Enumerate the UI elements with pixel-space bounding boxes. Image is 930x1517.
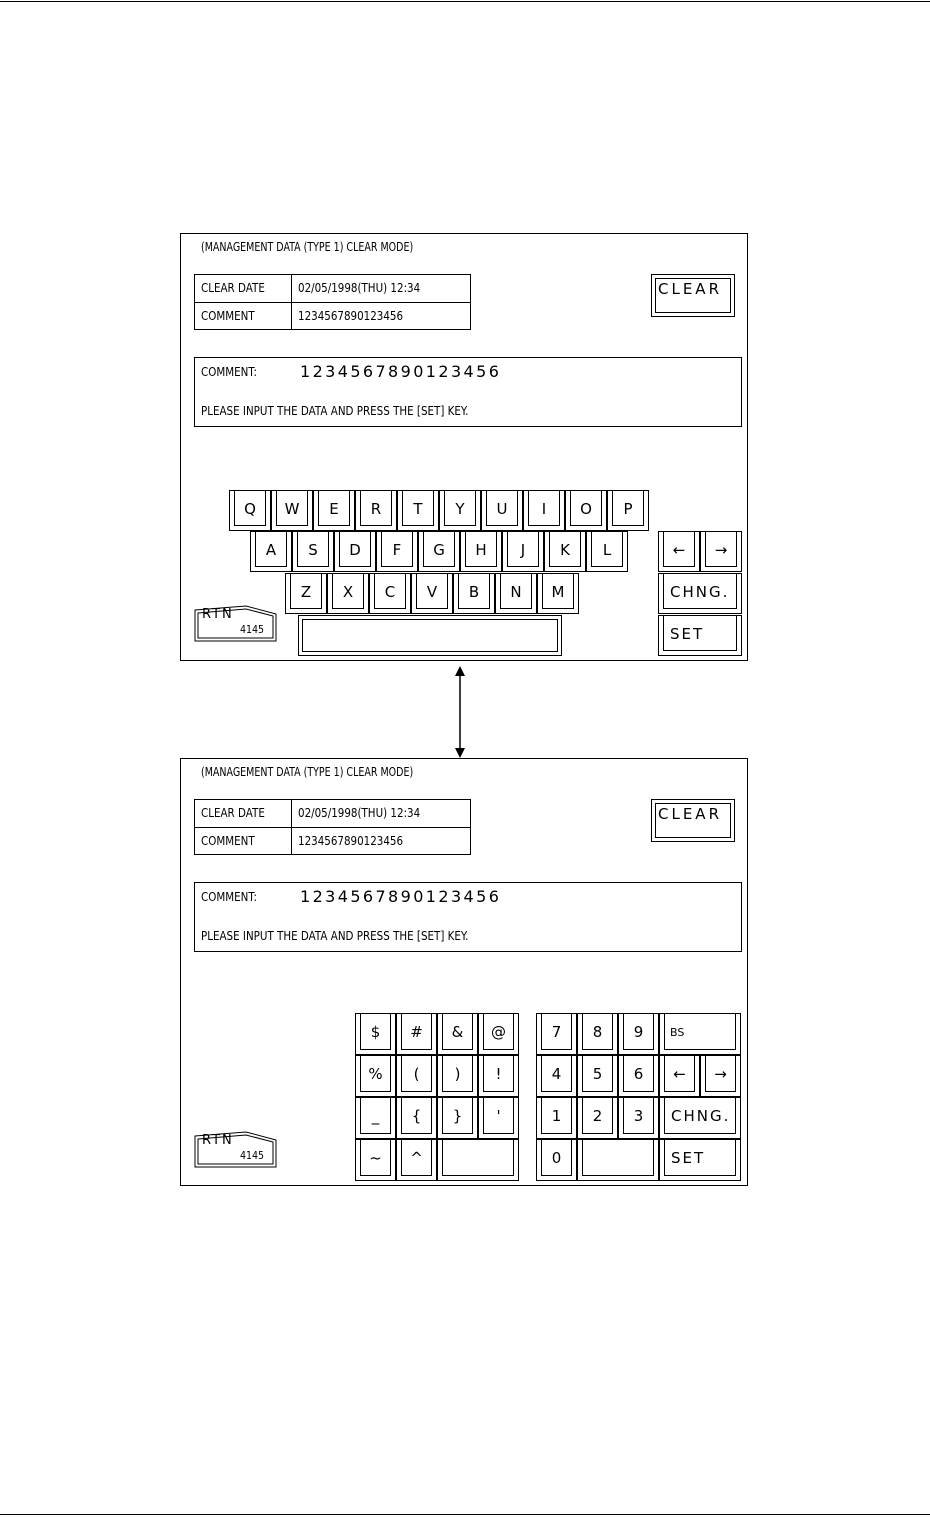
message-prompt: PLEASE INPUT THE DATA AND PRESS THE [SET] KEY. bbox=[201, 404, 469, 418]
digit-key-4[interactable] bbox=[536, 1055, 577, 1097]
key-r[interactable] bbox=[355, 490, 397, 531]
key-b[interactable] bbox=[453, 573, 495, 614]
right-arrow-key[interactable] bbox=[700, 1055, 741, 1097]
digit-key-3[interactable] bbox=[618, 1097, 659, 1139]
blank-digit-key[interactable] bbox=[577, 1139, 659, 1181]
info-value: 1234567890123456 bbox=[298, 834, 404, 848]
message-value: 1234567890123456 bbox=[300, 362, 502, 381]
key-label: 9 bbox=[633, 1023, 644, 1041]
key-n[interactable] bbox=[495, 573, 537, 614]
key-label: → bbox=[714, 541, 728, 559]
screen-numeric-input bbox=[180, 758, 748, 1186]
digit-key-2[interactable] bbox=[577, 1097, 618, 1139]
symbol-key[interactable] bbox=[396, 1139, 437, 1181]
blank-symbol-key[interactable] bbox=[437, 1139, 519, 1181]
key-j[interactable] bbox=[502, 531, 544, 572]
key-label: Z bbox=[300, 583, 312, 601]
info-label: CLEAR DATE bbox=[201, 806, 265, 820]
key-label: { bbox=[411, 1107, 422, 1125]
key-label: ! bbox=[495, 1065, 502, 1083]
key-label: ← bbox=[672, 541, 686, 559]
key-label: $ bbox=[370, 1023, 381, 1041]
info-row-clear-date bbox=[195, 275, 470, 302]
right-arrow-key[interactable] bbox=[700, 531, 742, 572]
key-label: Y bbox=[455, 500, 465, 518]
digit-key-9[interactable] bbox=[618, 1013, 659, 1055]
info-row-comment bbox=[195, 302, 470, 330]
info-value: 02/05/1998(THU) 12:34 bbox=[298, 281, 421, 295]
digit-key-1[interactable] bbox=[536, 1097, 577, 1139]
symbol-key[interactable] bbox=[355, 1055, 396, 1097]
key-label: # bbox=[410, 1023, 423, 1041]
return-label: RTN bbox=[202, 607, 234, 622]
bottom-rule bbox=[0, 1514, 930, 1515]
key-label: N bbox=[510, 583, 522, 601]
key-label: → bbox=[714, 1065, 727, 1083]
key-e[interactable] bbox=[313, 490, 355, 531]
digit-key-0[interactable] bbox=[536, 1139, 577, 1181]
clear-button[interactable] bbox=[651, 799, 735, 842]
key-label: D bbox=[349, 541, 361, 559]
key-label: 0 bbox=[551, 1149, 562, 1167]
key-label: CHNG. bbox=[671, 1107, 731, 1125]
symbol-key[interactable] bbox=[437, 1013, 478, 1055]
info-value: 02/05/1998(THU) 12:34 bbox=[298, 806, 421, 820]
key-label: T bbox=[413, 500, 423, 518]
symbol-key[interactable] bbox=[478, 1013, 519, 1055]
symbol-key[interactable] bbox=[396, 1013, 437, 1055]
info-value: 1234567890123456 bbox=[298, 309, 404, 323]
message-value: 1234567890123456 bbox=[300, 887, 502, 906]
return-button[interactable] bbox=[194, 1131, 278, 1168]
key-h[interactable] bbox=[460, 531, 502, 572]
key-label: CHNG. bbox=[670, 583, 730, 601]
key-label: ~ bbox=[369, 1149, 382, 1167]
space-key[interactable] bbox=[298, 615, 562, 656]
key-k[interactable] bbox=[544, 531, 586, 572]
symbol-key[interactable] bbox=[355, 1139, 396, 1181]
key-label: M bbox=[551, 583, 565, 601]
key-label: 6 bbox=[633, 1065, 644, 1083]
key-c[interactable] bbox=[369, 573, 411, 614]
key-u[interactable] bbox=[481, 490, 523, 531]
key-label: E bbox=[329, 500, 339, 518]
key-t[interactable] bbox=[397, 490, 439, 531]
message-box bbox=[194, 357, 742, 427]
key-label: I bbox=[541, 500, 547, 518]
key-label: ^ bbox=[410, 1149, 423, 1167]
key-i[interactable] bbox=[523, 490, 565, 531]
key-label: C bbox=[384, 583, 396, 601]
info-divider bbox=[291, 800, 292, 827]
key-l[interactable] bbox=[586, 531, 628, 572]
key-label: 4 bbox=[551, 1065, 562, 1083]
digit-key-6[interactable] bbox=[618, 1055, 659, 1097]
key-label: L bbox=[602, 541, 612, 559]
digit-key-8[interactable] bbox=[577, 1013, 618, 1055]
symbol-key[interactable] bbox=[437, 1097, 478, 1139]
info-divider bbox=[291, 303, 292, 330]
key-label: B bbox=[468, 583, 480, 601]
key-label: 8 bbox=[592, 1023, 603, 1041]
key-label: G bbox=[433, 541, 445, 559]
key-label: 2 bbox=[592, 1107, 603, 1125]
key-s[interactable] bbox=[292, 531, 334, 572]
key-label: } bbox=[452, 1107, 463, 1125]
key-label: R bbox=[370, 500, 382, 518]
key-label: U bbox=[496, 500, 508, 518]
set-key[interactable] bbox=[659, 1139, 741, 1181]
clear-button-label: CLEAR bbox=[658, 280, 722, 298]
clear-button[interactable] bbox=[651, 274, 735, 317]
symbol-key[interactable] bbox=[355, 1097, 396, 1139]
transition-arrow-icon bbox=[452, 664, 468, 760]
info-label: COMMENT bbox=[201, 309, 255, 323]
key-label: S bbox=[308, 541, 318, 559]
key-label: A bbox=[265, 541, 277, 559]
symbol-key[interactable] bbox=[478, 1097, 519, 1139]
key-label: 5 bbox=[592, 1065, 603, 1083]
key-q[interactable] bbox=[229, 490, 271, 531]
digit-key-5[interactable] bbox=[577, 1055, 618, 1097]
return-label: RTN bbox=[202, 1133, 234, 1148]
message-label: COMMENT: bbox=[201, 365, 258, 379]
info-divider bbox=[291, 828, 292, 855]
key-label: P bbox=[623, 500, 633, 518]
key-y[interactable] bbox=[439, 490, 481, 531]
symbol-key[interactable] bbox=[396, 1055, 437, 1097]
left-arrow-key[interactable] bbox=[659, 1055, 700, 1097]
key-m[interactable] bbox=[537, 573, 579, 614]
backspace-key[interactable] bbox=[659, 1013, 741, 1055]
info-row-comment bbox=[195, 827, 470, 855]
key-label: @ bbox=[491, 1023, 506, 1041]
digit-key-7[interactable] bbox=[536, 1013, 577, 1055]
symbol-key[interactable] bbox=[396, 1097, 437, 1139]
return-button[interactable] bbox=[194, 605, 278, 642]
change-key[interactable] bbox=[659, 1097, 741, 1139]
screen-title: (MANAGEMENT DATA (TYPE 1) CLEAR MODE) bbox=[201, 240, 414, 254]
key-v[interactable] bbox=[411, 573, 453, 614]
return-code: 4145 bbox=[240, 623, 265, 636]
symbol-key[interactable] bbox=[355, 1013, 396, 1055]
key-label: _ bbox=[371, 1107, 380, 1125]
key-w[interactable] bbox=[271, 490, 313, 531]
set-key[interactable] bbox=[658, 615, 742, 656]
key-label: 7 bbox=[551, 1023, 562, 1041]
info-table bbox=[194, 799, 471, 855]
info-table bbox=[194, 274, 471, 330]
key-label: ( bbox=[413, 1065, 420, 1083]
key-label: SET bbox=[670, 625, 705, 643]
key-label: 1 bbox=[551, 1107, 562, 1125]
key-label: & bbox=[451, 1023, 464, 1041]
key-p[interactable] bbox=[607, 490, 649, 531]
return-code: 4145 bbox=[240, 1149, 265, 1162]
screen-alpha-input bbox=[180, 233, 748, 661]
message-label: COMMENT: bbox=[201, 890, 258, 904]
key-label: V bbox=[426, 583, 438, 601]
key-o[interactable] bbox=[565, 490, 607, 531]
key-g[interactable] bbox=[418, 531, 460, 572]
key-label: ' bbox=[496, 1107, 501, 1125]
info-label: COMMENT bbox=[201, 834, 255, 848]
key-label: W bbox=[284, 500, 300, 518]
key-label: Q bbox=[244, 500, 256, 518]
key-label: J bbox=[520, 541, 526, 559]
key-z[interactable] bbox=[285, 573, 327, 614]
key-label: X bbox=[342, 583, 354, 601]
message-prompt: PLEASE INPUT THE DATA AND PRESS THE [SET] KEY. bbox=[201, 929, 469, 943]
key-x[interactable] bbox=[327, 573, 369, 614]
info-row-clear-date bbox=[195, 800, 470, 827]
info-label: CLEAR DATE bbox=[201, 281, 265, 295]
symbol-key[interactable] bbox=[437, 1055, 478, 1097]
top-rule bbox=[0, 1, 930, 2]
key-label: ) bbox=[454, 1065, 461, 1083]
left-arrow-key[interactable] bbox=[658, 531, 700, 572]
key-label: 3 bbox=[633, 1107, 644, 1125]
key-label: % bbox=[368, 1065, 383, 1083]
screen-title: (MANAGEMENT DATA (TYPE 1) CLEAR MODE) bbox=[201, 765, 414, 779]
key-label: F bbox=[392, 541, 402, 559]
key-label: O bbox=[580, 500, 592, 518]
key-label: K bbox=[560, 541, 570, 559]
key-d[interactable] bbox=[334, 531, 376, 572]
change-key[interactable] bbox=[658, 573, 742, 614]
key-label: BS bbox=[670, 1026, 685, 1039]
key-label: H bbox=[475, 541, 487, 559]
key-label: SET bbox=[671, 1149, 706, 1167]
info-divider bbox=[291, 275, 292, 302]
message-box bbox=[194, 882, 742, 952]
key-a[interactable] bbox=[250, 531, 292, 572]
clear-button-label: CLEAR bbox=[658, 805, 722, 823]
key-label: ← bbox=[673, 1065, 686, 1083]
symbol-key[interactable] bbox=[478, 1055, 519, 1097]
key-f[interactable] bbox=[376, 531, 418, 572]
